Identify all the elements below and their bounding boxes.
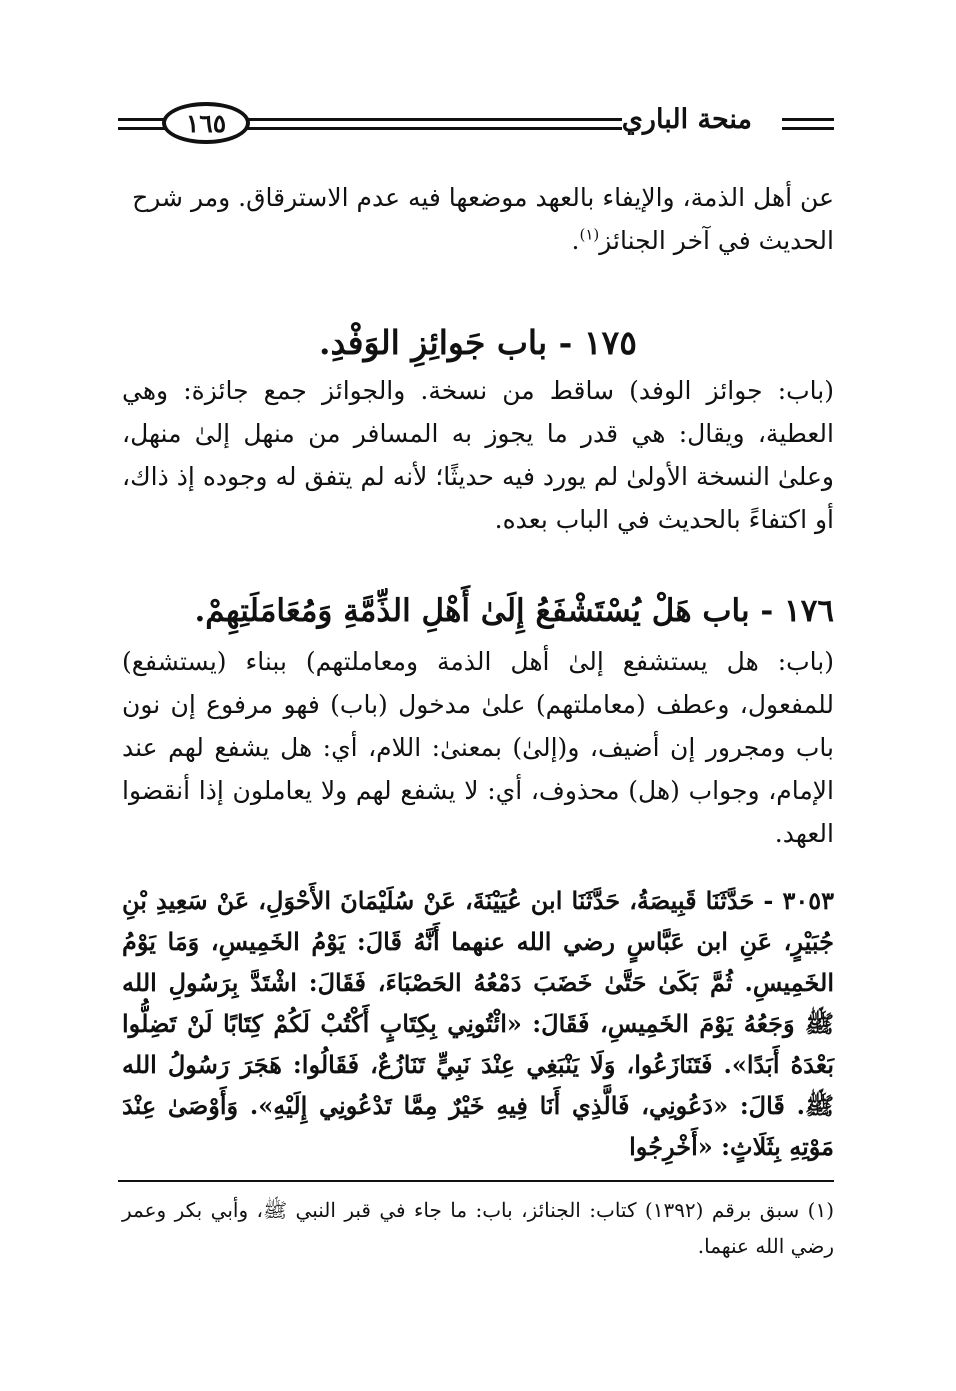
- footnote-divider: [118, 1180, 834, 1182]
- intro-paragraph: [122, 176, 834, 262]
- section-176-text: (باب: هل يستشفع إلىٰ أهل الذمة ومعاملتهم) ببناء (يستشفع) للمفعول، وعطف (معاملتهم) علىٰ مدخول (باب) فهو مرفوع إن نون باب ومجرور إن أضيف، و(إلىٰ) بمعنىٰ: اللام، أي: هل يشفع لهم عند الإمام، وجواب (هل) محذوف، أي: لا يشفع لهم ولا يعاملون إذا أنقضوا العهد.: [122, 647, 834, 848]
- section-176-heading: ١٧٦ - باب هَلْ يُسْتَشْفَعُ إِلَىٰ أَهْلِ الذِّمَّةِ وَمُعَامَلَتِهِمْ.: [194, 593, 834, 629]
- intro-line-2: [122, 219, 834, 262]
- page-header: [118, 100, 834, 152]
- header-rule-middle: [246, 118, 622, 130]
- intro-line-2-end: .: [571, 226, 580, 255]
- hadith-3053: ٣٠٥٣ - حَدَّثَنَا قَبِيصَةُ، حَدَّثَنَا ابن عُيَيْنَةَ، عَنْ سُلَيْمَانَ الأَحْوَلِ، عَنْ سَعِيدِ بْنِ جُبَيْرٍ، عَنِ ابن عَبَّاسٍ رضي الله عنهما أَنَّهُ قَالَ: يَوْمُ الخَمِيسِ، وَمَا يَوْمُ الخَمِيسِ. ثُمَّ بَكَىٰ حَتَّىٰ خَضَبَ دَمْعُهُ الحَصْبَاءَ، فَقَالَ: اشْتَدَّ بِرَسُولِ الله ﷺ وَجَعُهُ يَوْمَ الخَمِيسِ، فَقَالَ: «ائْتُونِي بِكِتَابٍ أَكْتُبْ لَكُمْ كِتَابًا لَنْ تَضِلُّوا بَعْدَهُ أَبَدًا». فَتَنَازَعُوا، وَلَا يَنْبَغِي عِنْدَ نَبِيٍّ تَنَازُعٌ، فَقَالُوا: هَجَرَ رَسُولُ الله ﷺ. قَالَ: «دَعُونِي، فَالَّذِي أَنَا فِيهِ خَيْرٌ مِمَّا تَدْعُونِي إِلَيْهِ». وَأَوْصَىٰ عِنْدَ مَوْتِهِ بِثَلَاثٍ: «أَخْرِجُوا: [122, 886, 835, 1161]
- intro-line-2-text: الحديث في آخر الجنائز: [599, 226, 834, 255]
- intro-line-1: عن أهل الذمة، والإيفاء بالعهد موضعها فيه عدم الاسترقاق. ومر شرح: [132, 183, 834, 212]
- page-number-badge: [162, 102, 250, 144]
- page-number: ١٦٥: [185, 108, 227, 138]
- book-title: منحة الباري: [621, 104, 752, 135]
- footnote-ref[interactable]: (١): [579, 225, 600, 244]
- section-175-heading: ١٧٥ - باب جَوائِزِ الوَفْدِ.: [318, 323, 637, 362]
- header-rule-left: [118, 118, 166, 130]
- section-175-text: (باب: جوائز الوفد) ساقط من نسخة. والجوائز جمع جائزة: وهي العطية، ويقال: هي قدر ما يجوز به المسافر من منهل إلىٰ منهل، وعلىٰ النسخة الأولىٰ لم يورد فيه حديثًا؛ لأنه لم يتفق له وجوده إذ ذاك، أو اكتفاءً بالحديث في الباب بعده.: [122, 376, 834, 534]
- header-rule-right: [782, 118, 834, 130]
- footnote-1: (١) سبق برقم (١٣٩٢) كتاب: الجنائز، باب: ما جاء في قبر النبي ﷺ، وأبي بكر وعمر رضي الله عنهما.: [122, 1198, 835, 1258]
